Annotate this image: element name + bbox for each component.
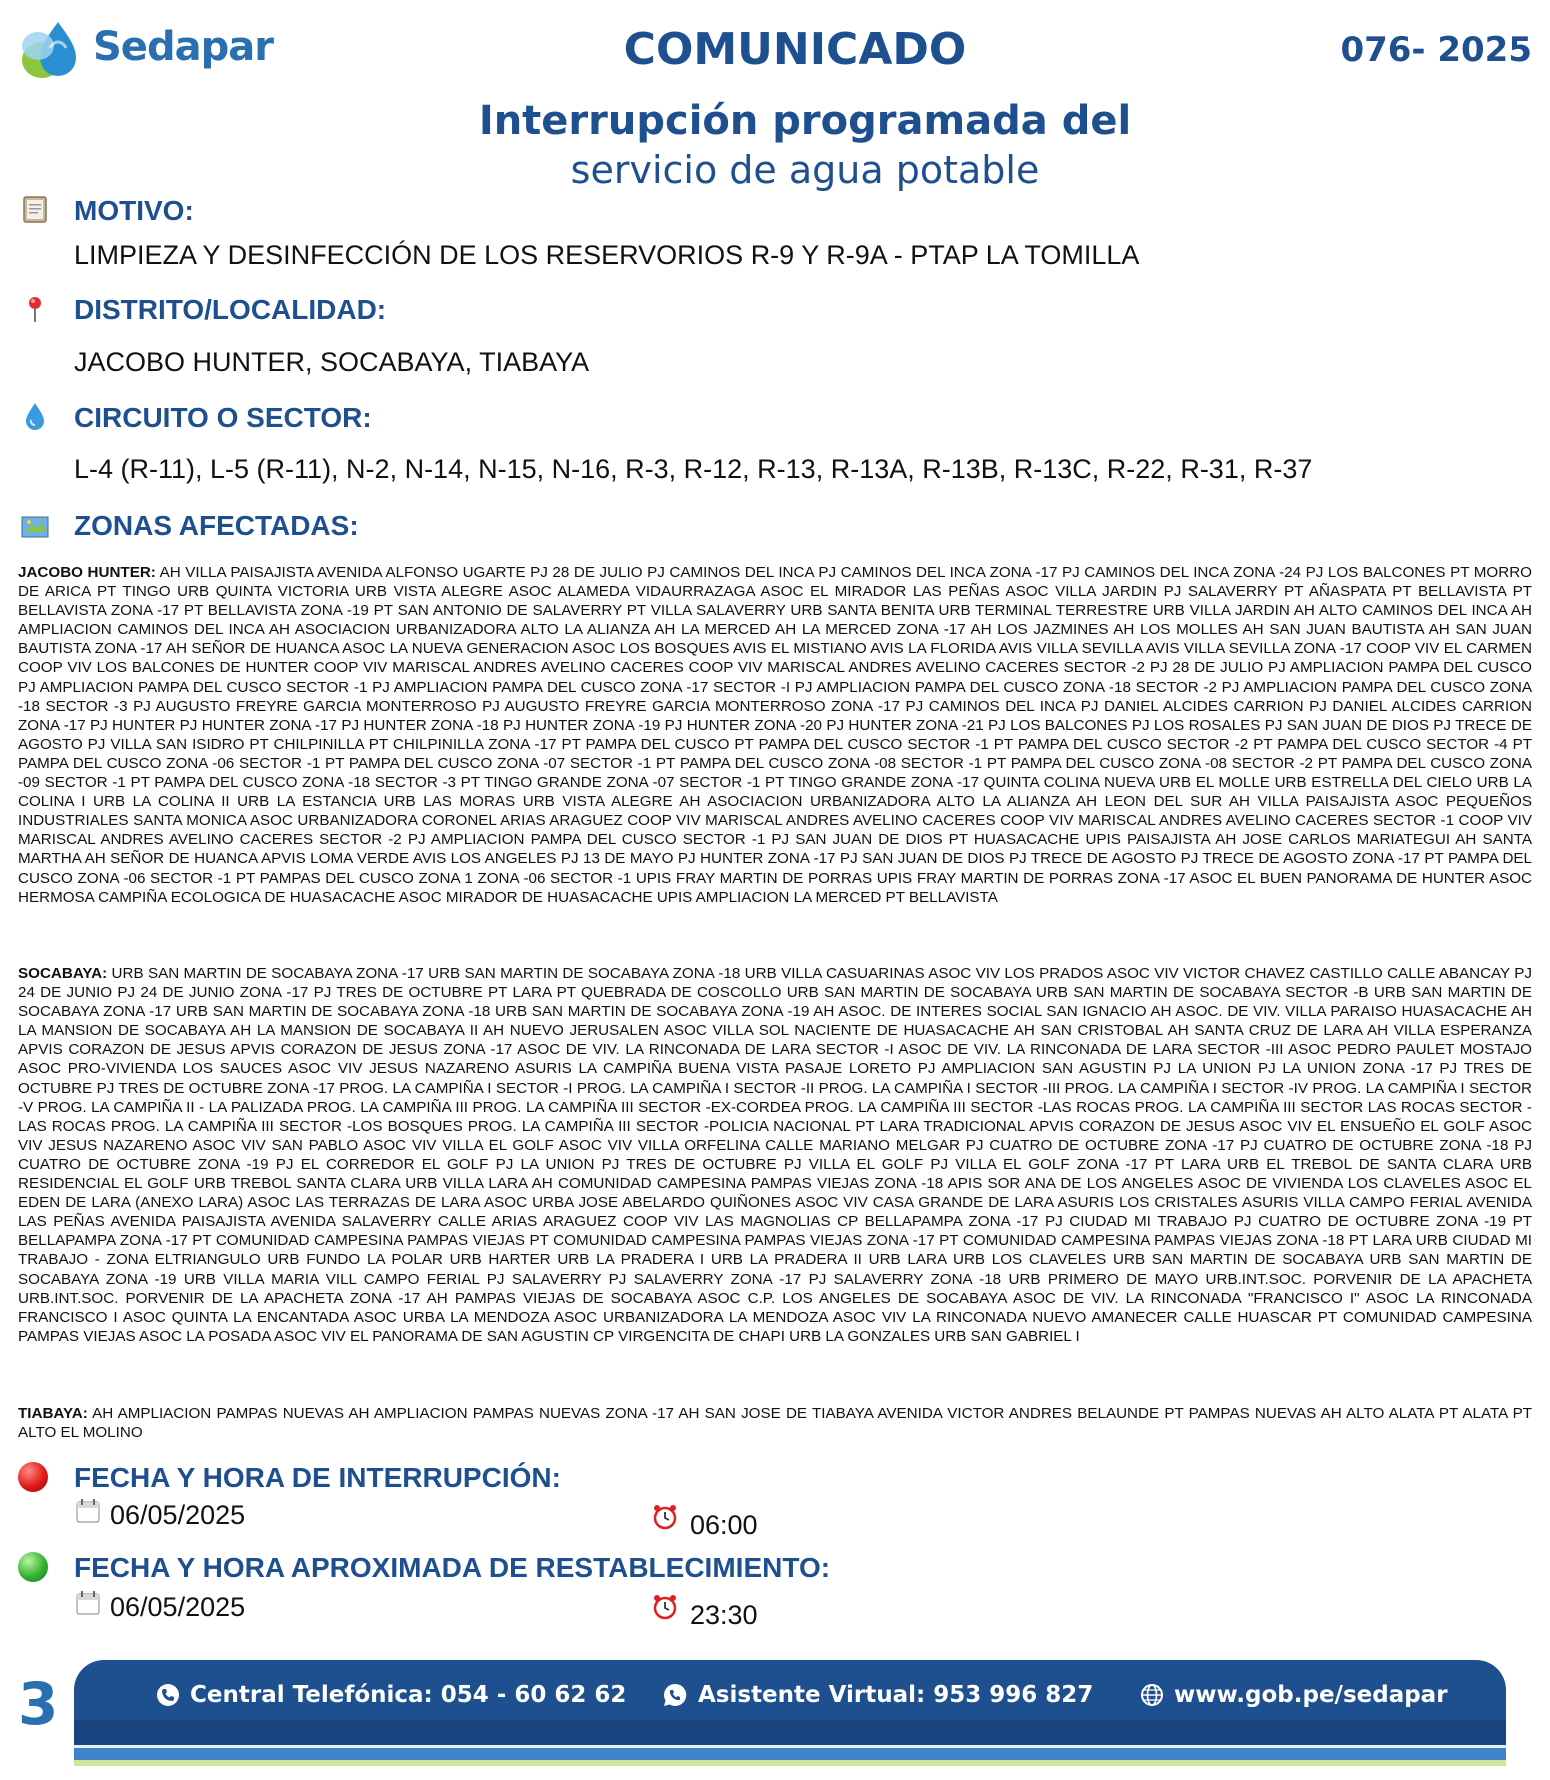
subtitle-line-1: Interrupción programada del [478, 98, 1132, 144]
red-status-icon [18, 1462, 48, 1492]
zonas-label: ZONAS AFECTADAS: [74, 510, 359, 541]
zone-text: AH AMPLIACION PAMPAS NUEVAS AH AMPLIACION PAMPAS NUEVAS ZONA -17 AH SAN JOSE DE TIABAYA AVENIDA VICTOR ANDRES BELAUNDE PT PAMPAS NUEVAS AH ALTO ALATA PT ALATA PT ALTO EL MOLINO [18, 1405, 1533, 1442]
document-number: 076- 2025 [1340, 30, 1532, 70]
circuito-label: CIRCUITO O SECTOR: [74, 402, 372, 433]
footer-accent-line [74, 1760, 1506, 1766]
phone-text: Central Telefónica: 054 - 60 62 62 [190, 1682, 627, 1708]
map-icon [20, 512, 50, 542]
motivo-label: MOTIVO: [74, 195, 194, 226]
globe-icon [1140, 1683, 1164, 1707]
zone-text: URB SAN MARTIN DE SOCABAYA ZONA -17 URB SAN MARTIN DE SOCABAYA ZONA -18 URB VILLA CASUARINAS ASOC VIV LOS PRADOS ASOC VIV VICTOR CHAVEZ CASTILLO CALLE ABANCAY PJ 24 DE JUNIO PJ 24 DE JUNIO ZONA -17 PJ TRES DE OCTUBRE PT LARA PT QUEBRADA DE COSCOLLO URB SAN MARTIN DE SOCABAYA URB SAN MARTIN DE SOCABAYA SECTOR -B URB SAN MARTIN DE SOCABAYA ZONA -17 URB SAN MARTIN DE SOCABAYA ZONA -18 URB SAN MARTIN DE SOCABAYA ZONA -19 AH ASOC. DE INTERES SOCIAL SAN IGNACIO AH ASOC. DE VIV. VILLA PARAISO HUASACACHE AH LA MANSION DE SOCABAYA AH LA MANSION DE SOCABAYA II AH NUEVO JERUSALEN ASOC VILLA SOL NACIENTE DE HUASACACHE AH SAN CRISTOBAL AH SANTA CRUZ DE LARA AH VILLA ESPERANZA APVIS CORAZON DE JESUS APVIS CORAZON DE JESUS ZONA -17 ASOC DE VIV. LA RINCONADA DE LARA SECTOR -I ASOC DE VIV. LA RINCONADA DE LARA SECTOR -III ASOC PEDRO PAULET MOSTAJO ASOC PRO-VIVIENDA LOS SAUCES ASOC VIV JESUS NAZARENO ASURIS LA CAMPIÑA BUENA VISTA PASAJE LORETO PJ AMPLIACION SAN AGUSTIN PJ LA UNION PJ LA UNION ZONA -17 PJ TRES DE OCTUBRE PJ TRES DE OCTUBRE ZONA -17 PROG. LA CAMPIÑA I SECTOR -I PROG. LA CAMPIÑA I SECTOR -II PROG. LA CAMPIÑA I SECTOR -III PROG. LA CAMPIÑA I SECTOR -IV PROG. LA CAMPIÑA I SECTOR -V PROG. LA CAMPIÑA II - LA PALIZADA PROG. LA CAMPIÑA III PROG. LA CAMPIÑA III SECTOR -EX-CORDEA PROG. LA CAMPIÑA III SECTOR -LAS ROCAS PROG. LA CAMPIÑA III SECTOR LAS ROCAS SECTOR -LAS ROCAS PROG. LA CAMPIÑA III SECTOR -LOS BOSQUES PROG. LA CAMPIÑA III SECTOR -POLICIA NACIONAL PT LARA TRADICIONAL APVIS CORAZON DE JESUS ASOC VIV EL ENSUEÑO EL GOLF ASOC VIV JESUS NAZARENO ASOC VIV SAN PABLO ASOC VIV VILLA EL GOLF ASOC VIV VILLA ORFELINA CALLE MARIANO MELGAR PJ CUATRO DE OCTUBRE ZONA -17 PJ CUATRO DE OCTUBRE ZONA -18 PJ CUATRO DE OCTUBRE ZONA -19 PJ EL CORREDOR EL GOLF PJ LA UNION PJ TRES DE OCTUBRE PJ VILLA EL GOLF PJ VILLA EL GOLF ZONA -17 PT LARA URB EL TREBOL DE SANTA CLARA URB RESIDENCIAL EL GOLF URB TREBOL SANTA CLARA URB VILLA LARA AH COMUNIDAD CAMPESINA PAMPAS VIEJAS ZONA -18 APIS SOR ANA DE LOS ANGELES ASOC DE VIVIENDA LOS CLAVELES ASOC EL EDEN DE LARA (ANEXO LARA) ASOC LAS TERRAZAS DE LARA ASOC URBA JOSE ABELARDO QUIÑONES ASOC VIV CASA GRANDE DE LARA ASURIS LOS CRISTALES ASURIS VILLA CAMPO FERIAL AVENIDA LAS PEÑAS AVENIDA PAISAJISTA AVENIDA SALAVERRY CALLE ARIAS ARAGUEZ COOP VIV LAS MAGNOLIAS CP BELLAPAMPA ZONA -17 PJ CIUDAD MI TRABAJO PJ CUATRO DE OCTUBRE ZONA -19 PT BELLAPAMPA ZONA -17 PT COMUNIDAD CAMPESINA PAMPAS VIEJAS PT COMUNIDAD CAMPESINA PAMPAS VIEJAS ZONA -17 PT COMUNIDAD CAMPESINA PAMPAS VIEJAS ZONA -18 PT LARA URB CIUDAD MI TRABAJO - ZONA ELTRIANGULO URB FUNDO LA POLAR URB HARTER URB LA PRADERA I URB LA PRADERA II URB LARA URB LOS CLAVELES URB SAN MARTIN DE SOCABAYA URB SAN MARTIN DE SOCABAYA ZONA -19 URB VILLA MARIA VILL CAMPO FERIAL PJ SALAVERRY PJ SALAVERRY ZONA -17 PJ SALAVERRY ZONA -18 URB PRIMERO DE MAYO URB.INT.SOC. PORVENIR DE LA APACHETA URB.INT.SOC. PORVENIR DE LA APACHETA ZONA -17 AH PAMPAS VIEJAS DE SOCABAYA ASOC C.P. LOS ANGELES DE SOCABAYA ASOC DE VIV. LA RINCONADA "FRANCISCO I" ASOC LA RINCONADA FRANCISCO I ASOC QUINTA LA ENCANTADA ASOC URBA LA MENDOZA ASOC URBANIZADORA LA MENDOZA ASOC VIV LA RINCONADA NUEVO AMANECER CALLE HUASCAR PT COMUNIDAD CAMPESINA PAMPAS VIEJAS ASOC LA POSADA ASOC VIV EL PANORAMA DE SAN AGUSTIN CP VIRGENCITA DE CHAPI URB LA GONZALES URB SAN GABRIEL I [18, 965, 1532, 1345]
zone-jacobo-hunter [18, 563, 1532, 907]
alarm-clock-icon [652, 1594, 678, 1620]
whatsapp-text: Asistente Virtual: 953 996 827 [698, 1682, 1094, 1708]
whatsapp-icon [662, 1682, 688, 1708]
green-status-icon [18, 1552, 48, 1582]
subtitle-line-2: servicio de agua potable [570, 148, 1040, 192]
footer-website[interactable] [1140, 1682, 1448, 1708]
interruption-time: 06:00 [690, 1510, 758, 1540]
interruption-date: 06/05/2025 [110, 1500, 246, 1530]
footer-whatsapp[interactable] [662, 1682, 1093, 1708]
zone-text: AH VILLA PAISAJISTA AVENIDA ALFONSO UGARTE PJ 28 DE JULIO PJ CAMINOS DEL INCA PJ CAMINOS DEL INCA ZONA -17 PJ CAMINOS DEL INCA ZONA -24 PJ LOS BALCONES PT MORRO DE ARICA PT TINGO URB QUINTA VICTORIA URB VISTA ALEGRE ASOC ALAMEDA VIDAURRAZAGA ASOC EL MIRADOR LAS PEÑAS ASOC VILLA JARDIN PJ SALAVERRY PT AÑASPATA PT BELLAVISTA PT BELLAVISTA ZONA -17 PT BELLAVISTA ZONA -19 PT SAN ANTONIO DE SALAVERRY PT VILLA SALAVERRY URB SANTA BENITA URB TERMINAL TERRESTRE URB VILLA JARDIN AH ALTO CAMINOS DEL INCA AH AMPLIACION CAMINOS DEL INCA AH ASOCIACION URBANIZADORA ALTO LA ALIANZA AH LA MERCED AH LA MERCED ZONA -17 AH LOS JAZMINES AH LOS MOLLES AH SAN JUAN BAUTISTA AH SAN JUAN BAUTISTA ZONA -17 AH SEÑOR DE HUANCA ASOC LA NUEVA GENERACION ASOC LOS BOSQUES AVIS EL MISTIANO AVIS LA FLORIDA AVIS VILLA SEVILLA AVIS VILLA SEVILLA ZONA -17 COOP VIV EL CARMEN COOP VIV LOS BALCONES DE HUNTER COOP VIV MARISCAL ANDRES AVELINO CACERES COOP VIV MARISCAL ANDRES AVELINO CACERES SECTOR -2 PJ 28 DE JULIO PJ AMPLIACION PAMPA DEL CUSCO PJ AMPLIACION PAMPA DEL CUSCO SECTOR -1 PJ AMPLIACION PAMPA DEL CUSCO ZONA -17 SECTOR -I PJ AMPLIACION PAMPA DEL CUSCO ZONA -18 SECTOR -2 PJ AMPLIACION PAMPA DEL CUSCO ZONA -18 SECTOR -3 PJ AUGUSTO FREYRE GARCIA MONTERROSO PJ AUGUSTO FREYRE GARCIA MONTERROSO ZONA -17 PJ CAMINOS DEL INCA PJ DANIEL ALCIDES CARRION PJ DANIEL ALCIDES CARRION ZONA -17 PJ HUNTER PJ HUNTER ZONA -17 PJ HUNTER ZONA -18 PJ HUNTER ZONA -19 PJ HUNTER ZONA -20 PJ HUNTER ZONA -21 PJ LOS BALCONES PJ LOS ROSALES PJ SAN JUAN DE DIOS PJ TRECE DE AGOSTO PJ VILLA SAN ISIDRO PT CHILPINILLA PT CHILPINILLA ZONA -17 PT PAMPA DEL CUSCO PT PAMPA DEL CUSCO SECTOR -1 PT PAMPA DEL CUSCO SECTOR -2 PT PAMPA DEL CUSCO SECTOR -4 PT PAMPA DEL CUSCO ZONA -06 SECTOR -1 PT PAMPA DEL CUSCO ZONA -07 SECTOR -1 PT PAMPA DEL CUSCO ZONA -08 SECTOR -1 PT PAMPA DEL CUSCO ZONA -08 SECTOR -2 PT PAMPA DEL CUSCO ZONA -09 SECTOR -1 PT PAMPA DEL CUSCO ZONA -18 SECTOR -3 PT TINGO GRANDE ZONA -07 SECTOR -1 PT TINGO GRANDE ZONA -17 QUINTA COLINA NUEVA URB EL MOLLE URB ESTRELLA DEL CIELO URB LA COLINA I URB LA COLINA II URB LA ESTANCIA URB LAS MORAS URB VISTA ALEGRE AH ASOCIACION URBANIZADORA ALTO LA ALIANZA AH LEON DEL SUR AH VILLA PAISAJISTA ASOC PEQUEÑOS INDUSTRIALES SANTA MONICA ASOC URBANIZADORA CORONEL ARIAS ARAGUEZ COOP VIV MARISCAL ANDRES AVELINO CACERES COOP VIV MARISCAL ANDRES AVELINO CACERES SECTOR -1 COOP VIV MARISCAL ANDRES AVELINO CACERES SECTOR -2 PJ AMPLIACION PAMPA DEL CUSCO SECTOR -1 PJ SAN JUAN DE DIOS PT HUASACACHE UPIS PAISAJISTA AH JOSE CARLOS MARIATEGUI AH SANTA MARTHA AH SEÑOR DE HUANCA APVIS LOMA VERDE AVIS LOS ANGELES PJ 13 DE MAYO PJ HUNTER ZONA -17 PJ SAN JUAN DE DIOS PJ TRECE DE AGOSTO PJ TRECE DE AGOSTO ZONA -17 PT PAMPA DEL CUSCO ZONA -06 SECTOR -1 PT PAMPAS DEL CUSCO ZONA 1 ZONA -06 SECTOR -1 UPIS FRAY MARTIN DE PORRAS UPIS FRAY MARTIN DE PORRAS ZONA -17 ASOC EL BUEN PANORAMA DE HUNTER ASOC HERMOSA CAMPIÑA ECOLOGICA DE HUASACACHE ASOC MIRADOR DE HUASACACHE UPIS AMPLIACION LA MERCED PT BELLAVISTA [18, 564, 1532, 906]
clipboard-icon [20, 194, 50, 224]
footer-phone[interactable] [156, 1682, 626, 1708]
pin-icon [20, 294, 50, 324]
zone-socabaya [18, 964, 1532, 1346]
distrito-value: JACOBO HUNTER, SOCABAYA, TIABAYA [74, 347, 590, 377]
motivo-value: LIMPIEZA Y DESINFECCIÓN DE LOS RESERVORIOS R-9 Y R-9A - PTAP LA TOMILLA [74, 240, 1140, 270]
droplet-icon [20, 401, 50, 431]
zone-name: SOCABAYA: [18, 965, 108, 982]
restoration-date: 06/05/2025 [110, 1592, 246, 1622]
phone-icon [156, 1683, 180, 1707]
page-number: 3 [18, 1670, 59, 1738]
website-text: www.gob.pe/sedapar [1174, 1682, 1448, 1708]
footer-contact-bar [74, 1660, 1506, 1760]
zone-tiabaya [18, 1404, 1532, 1442]
page-title: COMUNICADO [623, 24, 967, 75]
calendar-icon [75, 1498, 101, 1524]
alarm-clock-icon [652, 1504, 678, 1530]
distrito-label: DISTRITO/LOCALIDAD: [74, 294, 387, 325]
circuito-value: L-4 (R-11), L-5 (R-11), N-2, N-14, N-15, N-16, R-3, R-12, R-13, R-13A, R-13B, R-13C, R-22, R-31, R-37 [74, 454, 1313, 484]
restoration-label: FECHA Y HORA APROXIMADA DE RESTABLECIMIENTO: [74, 1552, 831, 1583]
zone-name: JACOBO HUNTER: [18, 564, 156, 581]
zone-name: TIABAYA: [18, 1405, 88, 1422]
logo-text: Sedapar [93, 24, 273, 70]
restoration-time: 23:30 [690, 1600, 758, 1630]
calendar-icon [75, 1590, 101, 1616]
interruption-label: FECHA Y HORA DE INTERRUPCIÓN: [74, 1462, 561, 1493]
